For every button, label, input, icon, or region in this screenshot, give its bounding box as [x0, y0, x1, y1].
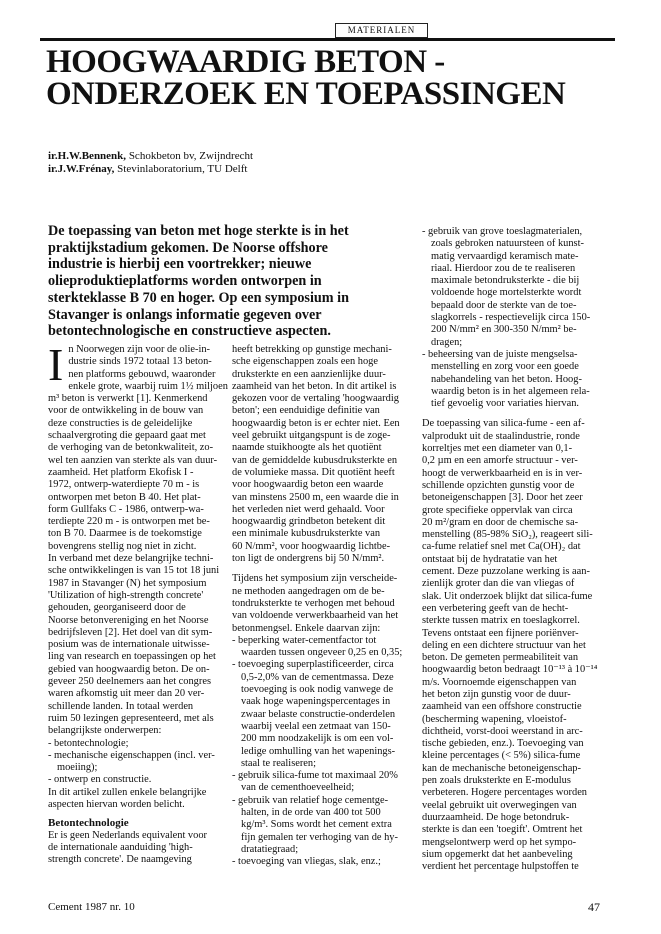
author-affiliation: Stevinlaboratorium, TU Delft	[114, 163, 248, 175]
text-line: Tijdens het symposium zijn verscheide-	[232, 573, 398, 585]
text-line: toevoeging is ook nodig vanwege de	[241, 684, 394, 696]
text-line: ton B 70. Daarmee is de toekomstige	[48, 528, 202, 540]
text-line: betontechnologische en constructieve aspecten.	[48, 323, 331, 340]
text-line: veelal gebruikt uit overwegingen van	[422, 799, 577, 811]
author-name: ir.H.W.Bennenk,	[48, 150, 127, 162]
text-line: slagkorrels - respectievelijk circa 150-	[431, 312, 591, 324]
text-line: geveer 250 deelnemers aan het congres	[48, 676, 211, 688]
text-line: deze constructies is de geleidelijke	[48, 417, 193, 429]
text-line: gebied van hoogwaardig beton. De on-	[48, 663, 210, 675]
column-2	[232, 344, 403, 868]
text-line: van minstens 2500 m, een waarde die in	[232, 491, 399, 503]
text-line: bovengrens stellig nog niet in zicht.	[48, 540, 197, 552]
author-line	[48, 150, 253, 163]
text-line: korreltjes met een diameter van 0,1-	[422, 443, 573, 455]
text-line: beton'; een eenduidige definitie van	[232, 405, 380, 417]
text-line: strength concrete'. De naamgeving	[48, 854, 192, 866]
journal-footer: Cement 1987 nr. 10	[48, 901, 135, 913]
text-line: zoals gebroken natuursteen of kunst-	[431, 238, 584, 250]
text-line: ca-fume relatief snel met Ca(OH)₂ dat	[422, 541, 581, 553]
text-line: van de cementhoeveelheid;	[241, 782, 355, 794]
text-line: Er is geen Nederlands equivalent voor	[48, 829, 207, 841]
text-line: waarbij veelal een zetmaat van 150-	[241, 720, 391, 732]
text-line: ledige omhulling van het wapenings-	[241, 745, 396, 757]
text-line: schillende landen. In totaal werden	[48, 700, 194, 712]
text-line: het verleden niet werd gehaald. Voor	[232, 503, 385, 515]
section-label: MATERIALEN	[335, 23, 428, 38]
text-line: nen platforms gebouwd, waaronder	[68, 368, 216, 380]
text-line: 0,5-2,0% van de cementmassa. Deze	[241, 671, 394, 683]
text-line: m/s. Voornoemde eigenschappen van	[422, 676, 577, 688]
text-line: ruim 50 lezingen gepresenteerd, met als	[48, 712, 214, 724]
text-line: voor hoogwaardig beton een waarde	[232, 479, 384, 491]
text-line: valprodukt uit de staalindustrie, ronde	[422, 430, 580, 442]
text-line: industrie is hierbij een voortrekker; nieuwe	[48, 256, 312, 273]
text-line: In verband met deze belangrijke techni-	[48, 553, 214, 565]
text-line: - beheersing van de juiste mengselsa-	[422, 348, 578, 360]
text-line: zaamheid van het beton. In dit artikel is	[232, 380, 397, 392]
text-line: Noorse betonvereniging en het Noorse	[48, 614, 209, 626]
text-line: een minimale kubusdruksterkte van	[232, 528, 381, 540]
text-line: zwaar belaste constructie-onderdelen	[241, 708, 396, 720]
text-line: heeft betrekking op gunstige mechani-	[232, 344, 392, 355]
author-affiliation: Schokbeton bv, Zwijndrecht	[126, 150, 254, 162]
lead-paragraph	[48, 223, 410, 340]
text-line: form Gullfaks C - 1986, ontwerp-wa-	[48, 503, 204, 515]
text-line: - betontechnologie;	[48, 737, 129, 749]
text-line: schaalvergroting die gepaard gaat met	[48, 430, 206, 442]
text-line: de verhoging van de betonkwaliteit, zo-	[48, 442, 214, 454]
text-line: 20 m²/gram en door de chemische sa-	[422, 516, 579, 528]
text-line: ton ligt de ondergrens bij 50 N/mm².	[232, 553, 385, 565]
text-line: pen zoals druksterkte en E-modulus	[422, 775, 571, 787]
text-line: aspecten hiervan worden belicht.	[48, 798, 185, 810]
text-line: 1972, ontwerp-waterdiepte 70 m - is	[48, 479, 200, 491]
text-line: Tevens ontstaat een fijnere poriënver-	[422, 627, 579, 639]
text-line: slak. Uit onderzoek blijkt dat silica-fume	[422, 590, 593, 602]
text-line: nabehandeling van het beton. Hoog-	[431, 373, 582, 385]
text-line: terdiepte 220 m - is ontworpen met be-	[48, 516, 210, 528]
text-line: tondruksterkte te verhogen met behoud	[232, 597, 395, 609]
text-line: voldoende hoge mortelsterkte wordt	[431, 287, 582, 299]
text-line: olieproduktieplatforms worden ontworpen in	[48, 273, 322, 290]
text-line: halten, in de orde van 400 tot 500	[241, 806, 381, 818]
text-line: gehouden, georganiseerd door de	[48, 602, 186, 614]
text-line: sterkteklasse B 70 en hoger. Op een symposium in	[48, 289, 349, 306]
text-line: posium was de internationale uitwisse-	[48, 639, 210, 651]
text-line: sterkte is dan een 'toegift'. Omtrent het	[422, 824, 583, 836]
text-line: 60 N/mm², voor hoogwaardig lichtbe-	[232, 540, 391, 552]
text-line: mengselontwerp werd op het sympo-	[422, 836, 577, 848]
text-line: zienlijk groter dan die van vliegas of	[422, 578, 575, 590]
text-line: belangrijkste onderwerpen:	[48, 725, 162, 737]
page-number: 47	[588, 900, 600, 914]
text-line: betonmengsel. Enkele daarvan zijn:	[232, 622, 381, 634]
text-line: fijn gemalen ter verhoging van de hy-	[241, 831, 398, 843]
text-line: moeiing);	[57, 762, 98, 774]
text-line: grote specifieke oppervlak van circa	[422, 504, 573, 516]
text-line: hoogwaardig beton is er echter niet. Een	[232, 417, 400, 429]
text-line: staal te realiseren;	[241, 757, 317, 769]
author-line	[48, 163, 253, 176]
text-line: - ontwerp en constructie.	[48, 774, 152, 786]
text-line: sche eigenschappen zoals een hoge	[232, 356, 378, 368]
text-line: de volumieke massa. Dit quotiënt heeft	[232, 466, 395, 478]
text-line: naamde stuikhoogte als het quotiënt	[232, 442, 382, 454]
title-line: ONDERZOEK EN TOEPASSINGEN	[46, 76, 566, 112]
text-line: m³ beton is verwerkt [1]. Kenmerkend	[48, 393, 208, 405]
text-line: - gebruik van grove toeslagmaterialen,	[422, 226, 583, 237]
text-line: schillende opzichten gunstig voor de	[422, 479, 575, 491]
text-line: - mechanische eigenschappen (incl. ver-	[48, 749, 215, 761]
top-rule	[40, 38, 615, 41]
drop-cap: I	[48, 339, 64, 390]
text-line: (bescherming wapening, vloeistof-	[422, 713, 567, 725]
text-line: hoogt de verwerkbaarheid en is in ver-	[422, 467, 583, 479]
paragraph-gap	[422, 410, 618, 418]
text-line: waardig beton is in het algemeen rela-	[431, 385, 590, 397]
text-line: 'Utilization of high-strength concrete'	[48, 589, 204, 601]
text-line: - toevoeging van vliegas, slak, enz.;	[232, 856, 381, 868]
text-line: 200 N/mm² en 300-350 N/mm² be-	[431, 324, 577, 336]
text-line: n Noorwegen zijn voor de olie-in-	[68, 344, 211, 355]
column-1	[48, 339, 228, 866]
text-line: sterkte tussen matrix en toeslagkorrel.	[422, 615, 580, 627]
text-line: ontworpen met beton B 40. Het plat-	[48, 491, 201, 503]
text-line: duurzaamheid. De hoge betondruk-	[422, 811, 570, 823]
text-line: Stavanger is onlangs informatie gegeven over	[48, 306, 322, 323]
text-line: ling van research en toepassingen op het	[48, 651, 216, 663]
text-line: kan de mechanische betoneigenschap-	[422, 762, 581, 774]
text-line: vaak hoge wapeningspercentages in	[241, 696, 391, 708]
section-heading: Betontechnologie	[48, 817, 129, 830]
text-line: zaamheid van een offshore constructie	[422, 701, 582, 713]
text-line: dragen;	[431, 336, 463, 348]
text-line: menstelling en zorg voor een goede	[431, 361, 579, 373]
text-line: matig vervaardigd keramisch mate-	[431, 250, 579, 262]
text-line: dichtheid, vorst-dooi weerstand in arc-	[422, 725, 583, 737]
text-line: De toepassing van silica-fume - een af-	[422, 418, 585, 430]
text-line: verdient het percentage hulpstoffen te	[422, 861, 579, 873]
text-line: betoneigenschappen [3]. Door het zeer	[422, 492, 583, 504]
text-line: cement. Deze puzzolane werking is aan-	[422, 566, 590, 578]
article-title	[46, 46, 626, 110]
text-line: wel ten aanzien van sterkte als van duur-	[48, 454, 218, 466]
text-line: riaal. Hierdoor zou de te realiseren	[431, 262, 576, 274]
text-line: bepaald door de sterkte van de toe-	[431, 299, 577, 311]
text-line: menstelling (85-98% SiO₂), reageert sili-	[422, 529, 593, 541]
text-line: 200 mm noodzakelijk is om een vol-	[241, 733, 394, 745]
text-line: waren afkomstig uit meer dan 20 ver-	[48, 688, 205, 700]
text-line: - beperking water-cementfactor tot	[232, 634, 377, 646]
text-line: dustrie sinds 1972 totaal 13 beton-	[68, 356, 212, 368]
text-line: voor de ontwikkeling in de bouw van	[48, 405, 204, 417]
text-line: kg/m³. Soms wordt het cement extra	[241, 819, 392, 831]
text-line: enkele grote, waarbij ruim 1½ miljoen	[68, 380, 228, 392]
text-line: - gebruik van relatief hoge cementge-	[232, 794, 389, 806]
text-line: ne methoden aangedragen om de be-	[232, 585, 385, 597]
title-line: HOOGWAARDIG BETON -	[46, 44, 445, 80]
text-line: In dit artikel zullen enkele belangrijke	[48, 786, 207, 798]
text-line: zaamheid. Het platform Ekofisk I -	[48, 466, 194, 478]
text-line: van de gemiddelde kubusdruksterkte en	[232, 454, 398, 466]
paragraph-gap	[232, 565, 400, 573]
text-line: tische gebieden, enz.). Toevoeging van	[422, 738, 584, 750]
text-line: De toepassing van beton met hoge sterkte is in het	[48, 223, 349, 239]
text-line: maximale betondruksterkte - die bij	[431, 275, 580, 287]
text-line: verbeteren. Hogere percentages worden	[422, 787, 588, 799]
text-line: de internationale aanduiding 'high-	[48, 841, 193, 853]
text-line: ontstaat bij de hydratatie van het	[422, 553, 558, 565]
text-line: hoogwaardig beton bedraagt 10⁻¹³ à 10⁻¹⁴	[422, 664, 598, 676]
text-line: sche ontwikkelingen is van 15 tot 18 juni	[48, 565, 220, 577]
column-3	[422, 226, 618, 873]
text-line: gekozen voor de vertaling 'hoogwaardig	[232, 393, 399, 405]
text-line: - toevoeging superplastificeerder, circa	[232, 659, 394, 671]
text-line: hoogwaardig grindbeton betekent dit	[232, 516, 386, 528]
text-line: praktijkstadium gekomen. De Noorse offshore	[48, 239, 328, 256]
text-line: het beton zijn gunstig voor de duur-	[422, 688, 571, 700]
text-line: van voldoende verwerkbaarheid van het	[232, 610, 399, 622]
text-line: beton. De gemeten permeabiliteit van	[422, 652, 579, 664]
text-line: bedrijfsleven [2]. Het doel van dit sym-	[48, 626, 213, 638]
text-line: veel gebruikt uitgangspunt is de zoge-	[232, 430, 391, 442]
text-line: 1987 in Stavanger (N) het symposium	[48, 577, 207, 589]
text-line: een verbetering geeft van de hecht-	[422, 602, 569, 614]
text-line: - gebruik silica-fume tot maximaal 20%	[232, 770, 398, 782]
text-line: 0,2 µm en een amorfe structuur - ver-	[422, 455, 578, 467]
text-line: waarden tussen ongeveer 0,25 en 0,35;	[241, 647, 403, 659]
text-line: dratatiegraad;	[241, 843, 299, 855]
text-line: druksterkte en een aanzienlijke duur-	[232, 368, 386, 380]
authors	[48, 150, 253, 176]
author-name: ir.J.W.Frénay,	[48, 163, 115, 175]
text-line: sium opgemerkt dat het aanbeveling	[422, 848, 573, 860]
text-line: tief gevoelig voor variaties hiervan.	[431, 398, 580, 410]
text-line: kleine percentages (< 5%) silica-fume	[422, 750, 581, 762]
text-line: deling en een dichtere structuur van het	[422, 639, 586, 651]
